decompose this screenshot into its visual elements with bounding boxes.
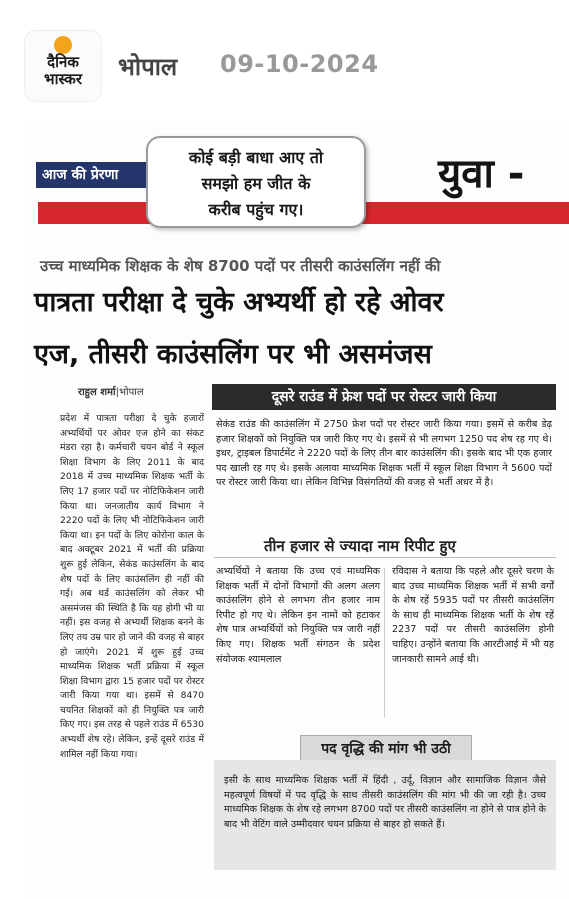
logo-text-line2: भास्कर <box>44 70 82 88</box>
body-paragraph: सेकंड राउंड की काउंसलिंग में 2750 फ्रेश पदों पर रोस्टर जारी किया गया। इसमें से करीब डेढ़ हजार शिक्षकों को नियुक्ति पत्र जारी किए गए थे। इसमें से भी लगभग 1250 पद शेष रह गए थे। इधर, ट्राइबल डिपार्टमेंट ने 2220 पदों के लिए तीन बार काउंसलिंग की। इसके बाद भी एक हजार पद खाली रह गए थे। इसके अलावा माध्यमिक शिक्षक भर्ती में स्कूल शिक्षा विभाग ने 5600 पदों पर रोस्टर जारी किया था। लेकिन विभिन्न विसंगतियों की वजह से भर्ती अधर में है। <box>216 419 552 489</box>
subheading-post-increase: पद वृद्धि की मांग भी उठी <box>300 735 472 763</box>
section-divider <box>214 557 556 558</box>
date-label: 09-10-2024 <box>220 50 379 78</box>
quote-line: समझो हम जीत के <box>201 174 311 193</box>
quote-box <box>146 136 366 228</box>
subheading-repeat-names: तीन हजार से ज्यादा नाम रिपीट हुए <box>264 537 456 555</box>
sun-icon <box>54 36 72 54</box>
body-paragraph: रविदास ने बताया कि पहले और दूसरे चरण के बाद उच्च माध्यमिक शिक्षक भर्ती में सभी वर्गों के शेष रहें 5935 पदों पर तीसरी काउंसलिंग के साथ ही माध्यमिक शिक्षक भर्ती के शेष रहें 2237 पदों पर तीसरी काउंसलिंग होनी चाहिए। उन्होंने बताया कि आरटीआई में भी यह जानकारी सामने आई थी। <box>392 566 554 665</box>
logo-text-line1: दैनिक <box>47 53 79 71</box>
section-title: युवा - <box>438 151 525 197</box>
city-label: भोपाल <box>118 53 178 81</box>
post-header <box>0 0 569 120</box>
byline-separator: | <box>115 387 119 398</box>
column-divider <box>384 568 385 718</box>
byline <box>78 384 144 398</box>
byline-place: भोपाल <box>119 387 144 398</box>
body-paragraph: इसी के साथ माध्यमिक शिक्षक भर्ती में हिंदी , उर्दू, विज्ञान और सामाजिक विज्ञान जैसे महत्वपूर्ण विषयों में पद वृद्धि के साथ तीसरी काउंसलिंग की मांग भी की जा रही है। उच्च माध्यमिक शिक्षक के शेष रहे लगभग 8700 पदों पर तीसरी काउंसलिंग ना होने से पात्र होने के बाद भी वेटिंग वाले उम्मीदवार चयन प्रक्रिया से बाहर हो सकते हैं। <box>224 775 546 830</box>
subheading-second-round: दूसरे राउंड में फ्रेश पदों पर रोस्टर जारी किया <box>212 384 556 410</box>
body-paragraph: प्रदेश में पात्रता परीक्षा दे चुके हजारों अभ्यर्थियों पर ओवर एज होने का संकट मंडरा रहा है। कर्मचारी चयन बोर्ड ने स्कूल शिक्षा विभाग के लिए 2011 के बाद 2018 में उच्च माध्यमिक शिक्षक भर्ती के लिए 17 हजार पदों पर नोटिफिकेशन जारी किया था। जनजातीय कार्य विभाग ने 2220 पदों के लिए भी नोटिफिकेशन जारी किया था। इन पदों के लिए कोरोना काल के बाद अक्टूबर 2021 में भर्ती की प्रक्रिया शुरू हुई लेकिन, सेकंड काउंसलिंग के बाद शेष पदों के लिए काउंसलिंग ही नहीं की गई। अब थर्ड काउंसलिंग को लेकर भी असमंजस की स्थिति है कि यह होगी भी या नहीं। इस वजह से अभ्यर्थी शिक्षक बनने के लिए तय उम्र पार हो जाने की वजह से बाहर हो जाएंगे। 2021 में शुरू हुई उच्च माध्यमिक शिक्षक भर्ती प्रक्रिया में स्कूल शिक्षा विभाग द्वारा 15 हजार पदों पर रोस्टर जारी किया गया था। इसमें से 8470 चयनित शिक्षकों को ही नियुक्ति पत्र जारी किए गए। इस तरह से पहले राउंड में 6530 अभ्यर्थी शेष रहे। लेकिन, इन्हें दूसरे राउंड में शामिल नहीं किया गया। <box>60 413 204 760</box>
article-headline-line1: पात्रता परीक्षा दे चुके अभ्यर्थी हो रहे ओवर <box>34 287 444 318</box>
quote-line: कोई बड़ी बाधा आए तो <box>188 148 324 167</box>
article-deck: उच्च माध्यमिक शिक्षक के शेष 8700 पदों पर तीसरी काउंसलिंग नहीं की <box>40 257 441 275</box>
article-column-left <box>60 412 204 762</box>
body-paragraph: अभ्यर्थियों ने बताया कि उच्च एवं माध्यमिक शिक्षक भर्ती में दोनों विभागों की अलग अलग काउंसलिंग होने से लगभग तीन हजार नाम रिपीट हो गए थे। लेकिन इन नामों को हटाकर शेष पात्र अभ्यर्थियों को नियुक्ति पत्र जारी नहीं किए गए। शिक्षक भर्ती संगठन के प्रदेश संयोजक श्यामलाल <box>216 566 380 665</box>
dainik-bhaskar-logo[interactable] <box>24 30 102 102</box>
inspiration-tag: आज की प्रेरणा <box>36 162 150 188</box>
article-headline-line2: एज, तीसरी काउंसलिंग पर भी असमंजस <box>34 339 432 370</box>
byline-name: राहुल शर्मा <box>78 387 116 398</box>
quote-line: करीब पहुंच गए। <box>208 200 304 219</box>
